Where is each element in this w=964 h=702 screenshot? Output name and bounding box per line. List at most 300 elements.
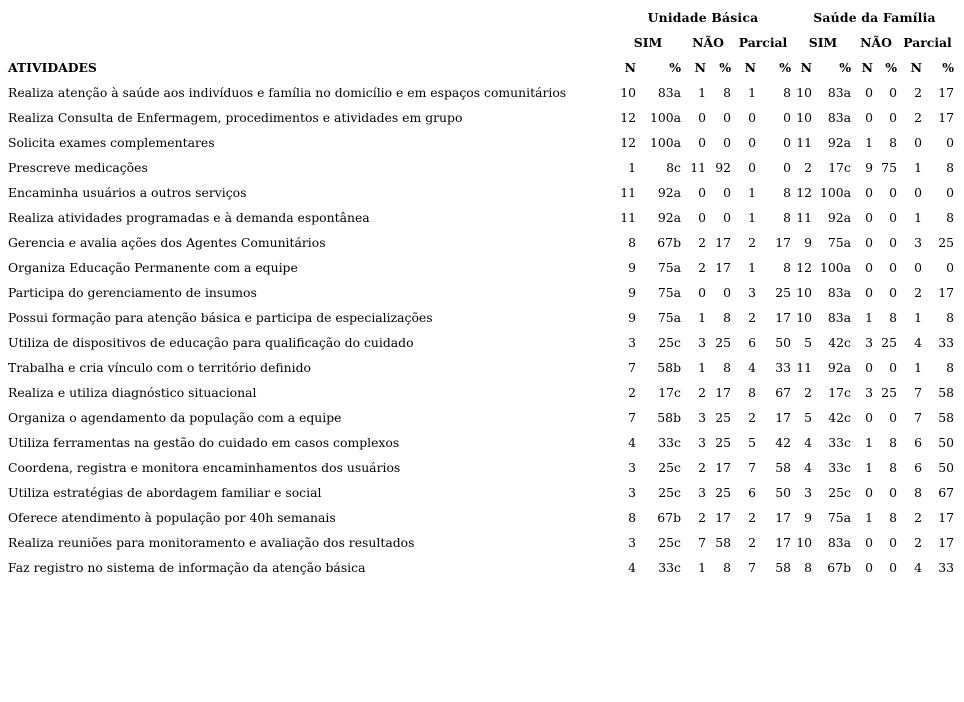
table-cell: 2 — [698, 385, 706, 400]
table-cell: 0 — [889, 260, 897, 275]
table-cell: 58 — [775, 560, 791, 575]
table-cell: 8 — [723, 560, 731, 575]
subheader-sf-parcial: Parcial — [903, 35, 952, 50]
table-cell: 7 — [628, 410, 636, 425]
table-cell: 25 — [715, 335, 731, 350]
table-cell: 8 — [946, 360, 954, 375]
table-cell: 7 — [748, 460, 756, 475]
table-cell: 7 — [914, 410, 922, 425]
table-cell: 0 — [865, 560, 873, 575]
activity-label: Participa do gerenciamento de insumos — [8, 285, 257, 300]
table-cell: 10 — [796, 310, 812, 325]
table-cell: 33 — [938, 560, 954, 575]
table-cell: 75a — [827, 235, 851, 250]
table-cell: 83a — [657, 85, 681, 100]
table-cell: 0 — [889, 110, 897, 125]
table-cell: 10 — [796, 285, 812, 300]
table-cell: 11 — [620, 185, 636, 200]
table-cell: 0 — [723, 210, 731, 225]
activities-table — [4, 5, 956, 580]
table-cell: 58b — [657, 360, 681, 375]
table-cell: 11 — [690, 160, 706, 175]
table-cell: 1 — [914, 210, 922, 225]
table-row — [4, 105, 956, 130]
table-cell: 12 — [796, 185, 812, 200]
table-cell: 0 — [865, 410, 873, 425]
table-cell: 3 — [698, 335, 706, 350]
table-cell: 1 — [698, 310, 706, 325]
table-cell: 100a — [819, 185, 851, 200]
activity-label: Realiza atenção à saúde aos indivíduos e família no domicílio e em espaços comunitários — [8, 85, 567, 100]
activity-label: Utiliza de dispositivos de educação para qualificação do cuidado — [8, 335, 414, 350]
table-cell: 17 — [775, 535, 791, 550]
table-cell: 83a — [827, 110, 851, 125]
table-cell: 2 — [914, 285, 922, 300]
table-cell: 0 — [698, 185, 706, 200]
table-cell: 17 — [775, 510, 791, 525]
table-cell: 0 — [783, 160, 791, 175]
table-cell: 11 — [796, 135, 812, 150]
table-cell: 0 — [889, 360, 897, 375]
table-cell: 3 — [628, 485, 636, 500]
table-cell: 4 — [748, 360, 756, 375]
table-cell: 11 — [620, 210, 636, 225]
table-cell: 0 — [889, 410, 897, 425]
table-cell: 3 — [804, 485, 812, 500]
table-cell: 25 — [775, 285, 791, 300]
unit-header-cell: N — [861, 60, 873, 75]
table-cell: 17c — [658, 385, 681, 400]
table-cell: 0 — [865, 260, 873, 275]
table-cell: 58b — [657, 410, 681, 425]
table-row — [4, 305, 956, 330]
unit-header-cell: % — [942, 60, 954, 75]
table-row — [4, 280, 956, 305]
table-cell: 4 — [628, 560, 636, 575]
table-cell: 92a — [657, 185, 681, 200]
table-cell: 1 — [698, 360, 706, 375]
table-cell: 0 — [865, 210, 873, 225]
table-cell: 75a — [657, 285, 681, 300]
unit-header-cell: % — [839, 60, 851, 75]
table-cell: 0 — [865, 360, 873, 375]
table-cell: 6 — [914, 435, 922, 450]
table-cell: 3 — [628, 460, 636, 475]
table-cell: 11 — [796, 360, 812, 375]
table-cell: 3 — [698, 485, 706, 500]
table-cell: 9 — [628, 260, 636, 275]
table-cell: 9 — [804, 510, 812, 525]
table-cell: 92a — [827, 360, 851, 375]
table-cell: 17 — [715, 460, 731, 475]
table-cell: 2 — [914, 110, 922, 125]
table-cell: 83a — [827, 85, 851, 100]
table-cell: 0 — [723, 110, 731, 125]
table-cell: 58 — [775, 460, 791, 475]
group-header-row — [4, 5, 956, 30]
table-cell: 5 — [804, 335, 812, 350]
table-row — [4, 80, 956, 105]
table-cell: 17 — [715, 385, 731, 400]
table-cell: 0 — [946, 260, 954, 275]
table-cell: 10 — [796, 535, 812, 550]
table-cell: 8 — [783, 260, 791, 275]
activity-label: Oferece atendimento à população por 40h semanais — [8, 510, 336, 525]
activity-label: Realiza atividades programadas e à demanda espontânea — [8, 210, 370, 225]
table-cell: 0 — [723, 135, 731, 150]
table-cell: 4 — [914, 335, 922, 350]
table-cell: 8 — [946, 310, 954, 325]
table-cell: 25c — [658, 535, 681, 550]
activity-label: Trabalha e cria vínculo com o território definido — [8, 360, 312, 375]
table-cell: 8 — [914, 485, 922, 500]
table-cell: 3 — [698, 435, 706, 450]
table-cell: 8 — [946, 160, 954, 175]
table-cell: 0 — [889, 535, 897, 550]
table-cell: 17 — [715, 235, 731, 250]
table-cell: 25c — [828, 485, 851, 500]
table-cell: 2 — [698, 510, 706, 525]
table-cell: 1 — [865, 510, 873, 525]
table-cell: 2 — [698, 460, 706, 475]
table-cell: 25 — [881, 385, 897, 400]
table-cell: 5 — [748, 435, 756, 450]
table-cell: 2 — [914, 535, 922, 550]
table-cell: 0 — [889, 285, 897, 300]
table-cell: 11 — [796, 210, 812, 225]
table-cell: 0 — [698, 285, 706, 300]
table-cell: 17 — [938, 110, 954, 125]
table-cell: 6 — [748, 485, 756, 500]
table-cell: 12 — [796, 260, 812, 275]
unit-header-cell: N — [624, 60, 636, 75]
table-cell: 0 — [865, 185, 873, 200]
table-cell: 2 — [804, 385, 812, 400]
table-cell: 33 — [938, 335, 954, 350]
table-cell: 0 — [865, 85, 873, 100]
table-cell: 7 — [914, 385, 922, 400]
table-row — [4, 405, 956, 430]
table-cell: 2 — [748, 310, 756, 325]
activity-label: Organiza o agendamento da população com a equipe — [8, 410, 342, 425]
table-row — [4, 480, 956, 505]
unit-header-cell: N — [744, 60, 756, 75]
table-cell: 0 — [748, 135, 756, 150]
table-cell: 92a — [827, 210, 851, 225]
table-cell: 2 — [748, 510, 756, 525]
table-cell: 67b — [657, 235, 681, 250]
table-cell: 0 — [865, 110, 873, 125]
subheader-ub-parcial: Parcial — [738, 35, 788, 50]
table-cell: 8 — [804, 560, 812, 575]
table-cell: 2 — [804, 160, 812, 175]
table-cell: 0 — [783, 135, 791, 150]
table-cell: 0 — [723, 285, 731, 300]
table-row — [4, 430, 956, 455]
table-cell: 8 — [946, 210, 954, 225]
table-cell: 33c — [658, 435, 681, 450]
table-cell: 1 — [748, 260, 756, 275]
table-cell: 0 — [914, 260, 922, 275]
activity-label: Utiliza ferramentas na gestão do cuidado em casos complexos — [8, 435, 400, 450]
table-row — [4, 255, 956, 280]
table-cell: 1 — [628, 160, 636, 175]
table-cell: 0 — [865, 535, 873, 550]
subheader-ub-sim: SIM — [633, 35, 663, 50]
activity-label: Encaminha usuários a outros serviços — [8, 185, 247, 200]
table-cell: 25 — [938, 235, 954, 250]
table-cell: 25 — [715, 485, 731, 500]
group-header-unidade-basica: Unidade Básica — [647, 10, 759, 25]
table-cell: 6 — [748, 335, 756, 350]
table-cell: 58 — [938, 385, 954, 400]
table-cell: 67 — [938, 485, 954, 500]
table-cell: 2 — [748, 235, 756, 250]
table-cell: 42c — [828, 410, 851, 425]
unit-header-cell: % — [669, 60, 681, 75]
table-cell: 25 — [715, 435, 731, 450]
table-body — [4, 80, 956, 580]
table-cell: 9 — [865, 160, 873, 175]
table-cell: 1 — [748, 85, 756, 100]
table-cell: 3 — [914, 235, 922, 250]
table-cell: 10 — [620, 85, 636, 100]
table-row — [4, 555, 956, 580]
table-row — [4, 455, 956, 480]
table-cell: 92a — [657, 210, 681, 225]
table-cell: 8 — [889, 510, 897, 525]
table-cell: 92 — [715, 160, 731, 175]
table-cell: 2 — [628, 385, 636, 400]
table-cell: 67b — [827, 560, 851, 575]
table-cell: 8 — [889, 135, 897, 150]
table-cell: 100a — [649, 110, 681, 125]
table-cell: 3 — [628, 535, 636, 550]
activity-label: Prescreve medicações — [8, 160, 148, 175]
table-cell: 6 — [914, 460, 922, 475]
table-cell: 0 — [889, 560, 897, 575]
table-cell: 8 — [628, 235, 636, 250]
table-cell: 0 — [698, 210, 706, 225]
column-header-atividades: ATIVIDADES — [8, 60, 97, 75]
table-cell: 0 — [889, 85, 897, 100]
activity-label: Realiza Consulta de Enfermagem, procedimentos e atividades em grupo — [8, 110, 463, 125]
table-cell: 17 — [775, 310, 791, 325]
table-cell: 83a — [827, 535, 851, 550]
activity-label: Solicita exames complementares — [8, 135, 215, 150]
table-cell: 1 — [865, 135, 873, 150]
table-cell: 8 — [889, 435, 897, 450]
table-cell: 58 — [715, 535, 731, 550]
unit-header-row — [4, 55, 956, 80]
table-cell: 25 — [881, 335, 897, 350]
table-cell: 12 — [620, 110, 636, 125]
table-cell: 3 — [628, 335, 636, 350]
table-cell: 8 — [783, 185, 791, 200]
unit-header-cell: % — [719, 60, 731, 75]
table-cell: 0 — [946, 185, 954, 200]
table-cell: 75a — [657, 260, 681, 275]
table-cell: 42c — [828, 335, 851, 350]
table-cell: 2 — [698, 260, 706, 275]
table-cell: 8 — [748, 385, 756, 400]
table-cell: 8 — [889, 460, 897, 475]
table-cell: 33c — [658, 560, 681, 575]
unit-header-cell: % — [779, 60, 791, 75]
table-cell: 8 — [783, 85, 791, 100]
table-row — [4, 530, 956, 555]
table-cell: 17 — [715, 260, 731, 275]
table-cell: 58 — [938, 410, 954, 425]
table-cell: 33 — [775, 360, 791, 375]
table-cell: 0 — [865, 235, 873, 250]
table-cell: 9 — [804, 235, 812, 250]
table-cell: 1 — [748, 185, 756, 200]
table-cell: 17 — [938, 535, 954, 550]
table-cell: 5 — [804, 410, 812, 425]
table-row — [4, 505, 956, 530]
table-cell: 3 — [865, 335, 873, 350]
table-cell: 4 — [914, 560, 922, 575]
table-cell: 42 — [775, 435, 791, 450]
table-cell: 4 — [628, 435, 636, 450]
table-cell: 4 — [804, 435, 812, 450]
table-cell: 50 — [775, 335, 791, 350]
table-cell: 4 — [804, 460, 812, 475]
table-cell: 1 — [914, 310, 922, 325]
activity-label: Possui formação para atenção básica e participa de especializações — [8, 310, 433, 325]
subheader-sf-sim: SIM — [808, 35, 838, 50]
table-cell: 17c — [828, 385, 851, 400]
unit-header-cell: N — [694, 60, 706, 75]
table-cell: 10 — [796, 110, 812, 125]
table-cell: 33c — [828, 435, 851, 450]
table-cell: 7 — [628, 360, 636, 375]
table-cell: 25c — [658, 460, 681, 475]
table-cell: 25 — [715, 410, 731, 425]
table-cell: 0 — [889, 235, 897, 250]
table-cell: 8 — [723, 360, 731, 375]
table-row — [4, 330, 956, 355]
table-cell: 17 — [938, 85, 954, 100]
table-cell: 0 — [698, 110, 706, 125]
table-cell: 0 — [698, 135, 706, 150]
table-row — [4, 130, 956, 155]
table-cell: 25c — [658, 335, 681, 350]
table-cell: 1 — [914, 360, 922, 375]
table-row — [4, 355, 956, 380]
table-cell: 0 — [723, 185, 731, 200]
table-cell: 0 — [914, 135, 922, 150]
table-cell: 0 — [865, 285, 873, 300]
table-cell: 2 — [748, 410, 756, 425]
table-cell: 1 — [865, 435, 873, 450]
activity-label: Realiza e utiliza diagnóstico situacional — [8, 385, 257, 400]
table-cell: 50 — [938, 460, 954, 475]
subheader-blank — [4, 30, 613, 55]
table-cell: 8 — [628, 510, 636, 525]
activity-label: Realiza reuniões para monitoramento e avaliação dos resultados — [8, 535, 415, 550]
table-cell: 17 — [715, 510, 731, 525]
table-row — [4, 155, 956, 180]
table-cell: 75a — [827, 510, 851, 525]
table-cell: 9 — [628, 310, 636, 325]
table-cell: 8 — [783, 210, 791, 225]
table-cell: 2 — [748, 535, 756, 550]
subheader-row — [4, 30, 956, 55]
table-cell: 1 — [698, 85, 706, 100]
group-header-saude-familia: Saúde da Família — [813, 10, 936, 25]
table-cell: 67b — [657, 510, 681, 525]
table-cell: 67 — [775, 385, 791, 400]
table-cell: 17c — [828, 160, 851, 175]
table-cell: 8c — [666, 160, 681, 175]
table-cell: 0 — [748, 160, 756, 175]
table-cell: 75 — [881, 160, 897, 175]
table-cell: 25c — [658, 485, 681, 500]
table-cell: 0 — [889, 210, 897, 225]
table-cell: 3 — [748, 285, 756, 300]
table-cell: 3 — [865, 385, 873, 400]
table-cell: 17 — [775, 410, 791, 425]
table-cell: 1 — [865, 460, 873, 475]
table-row — [4, 230, 956, 255]
table-cell: 2 — [698, 235, 706, 250]
table-cell: 17 — [938, 285, 954, 300]
subheader-sf-nao: NÃO — [860, 35, 892, 50]
table-cell: 8 — [723, 310, 731, 325]
activity-label: Gerencia e avalia ações dos Agentes Comunitários — [8, 235, 326, 250]
table-cell: 3 — [698, 410, 706, 425]
table-row — [4, 205, 956, 230]
unit-header-cell: % — [885, 60, 897, 75]
table-row — [4, 180, 956, 205]
table-cell: 1 — [698, 560, 706, 575]
table-cell: 0 — [748, 110, 756, 125]
table-cell: 9 — [628, 285, 636, 300]
table-cell: 33c — [828, 460, 851, 475]
table-cell: 83a — [827, 285, 851, 300]
table-cell: 0 — [889, 485, 897, 500]
table-cell: 12 — [620, 135, 636, 150]
table-cell: 1 — [748, 210, 756, 225]
table-cell: 7 — [698, 535, 706, 550]
table-cell: 100a — [819, 260, 851, 275]
table-cell: 1 — [914, 160, 922, 175]
table-cell: 0 — [914, 185, 922, 200]
table-cell: 0 — [865, 485, 873, 500]
unit-header-cell: N — [910, 60, 922, 75]
activity-label: Faz registro no sistema de informação da atenção básica — [8, 560, 366, 575]
table-cell: 50 — [775, 485, 791, 500]
group-header-blank — [4, 5, 613, 30]
table-row — [4, 380, 956, 405]
table-cell: 2 — [914, 510, 922, 525]
table-cell: 8 — [723, 85, 731, 100]
activity-label: Organiza Educação Permanente com a equipe — [8, 260, 298, 275]
activity-label: Utiliza estratégias de abordagem familiar e social — [8, 485, 322, 500]
table-cell: 0 — [889, 185, 897, 200]
unit-header-cell: N — [800, 60, 812, 75]
table-cell: 100a — [649, 135, 681, 150]
table-cell: 8 — [889, 310, 897, 325]
table-cell: 83a — [827, 310, 851, 325]
table-cell: 0 — [946, 135, 954, 150]
table-cell: 17 — [775, 235, 791, 250]
table-cell: 75a — [657, 310, 681, 325]
table-cell: 2 — [914, 85, 922, 100]
table-cell: 92a — [827, 135, 851, 150]
